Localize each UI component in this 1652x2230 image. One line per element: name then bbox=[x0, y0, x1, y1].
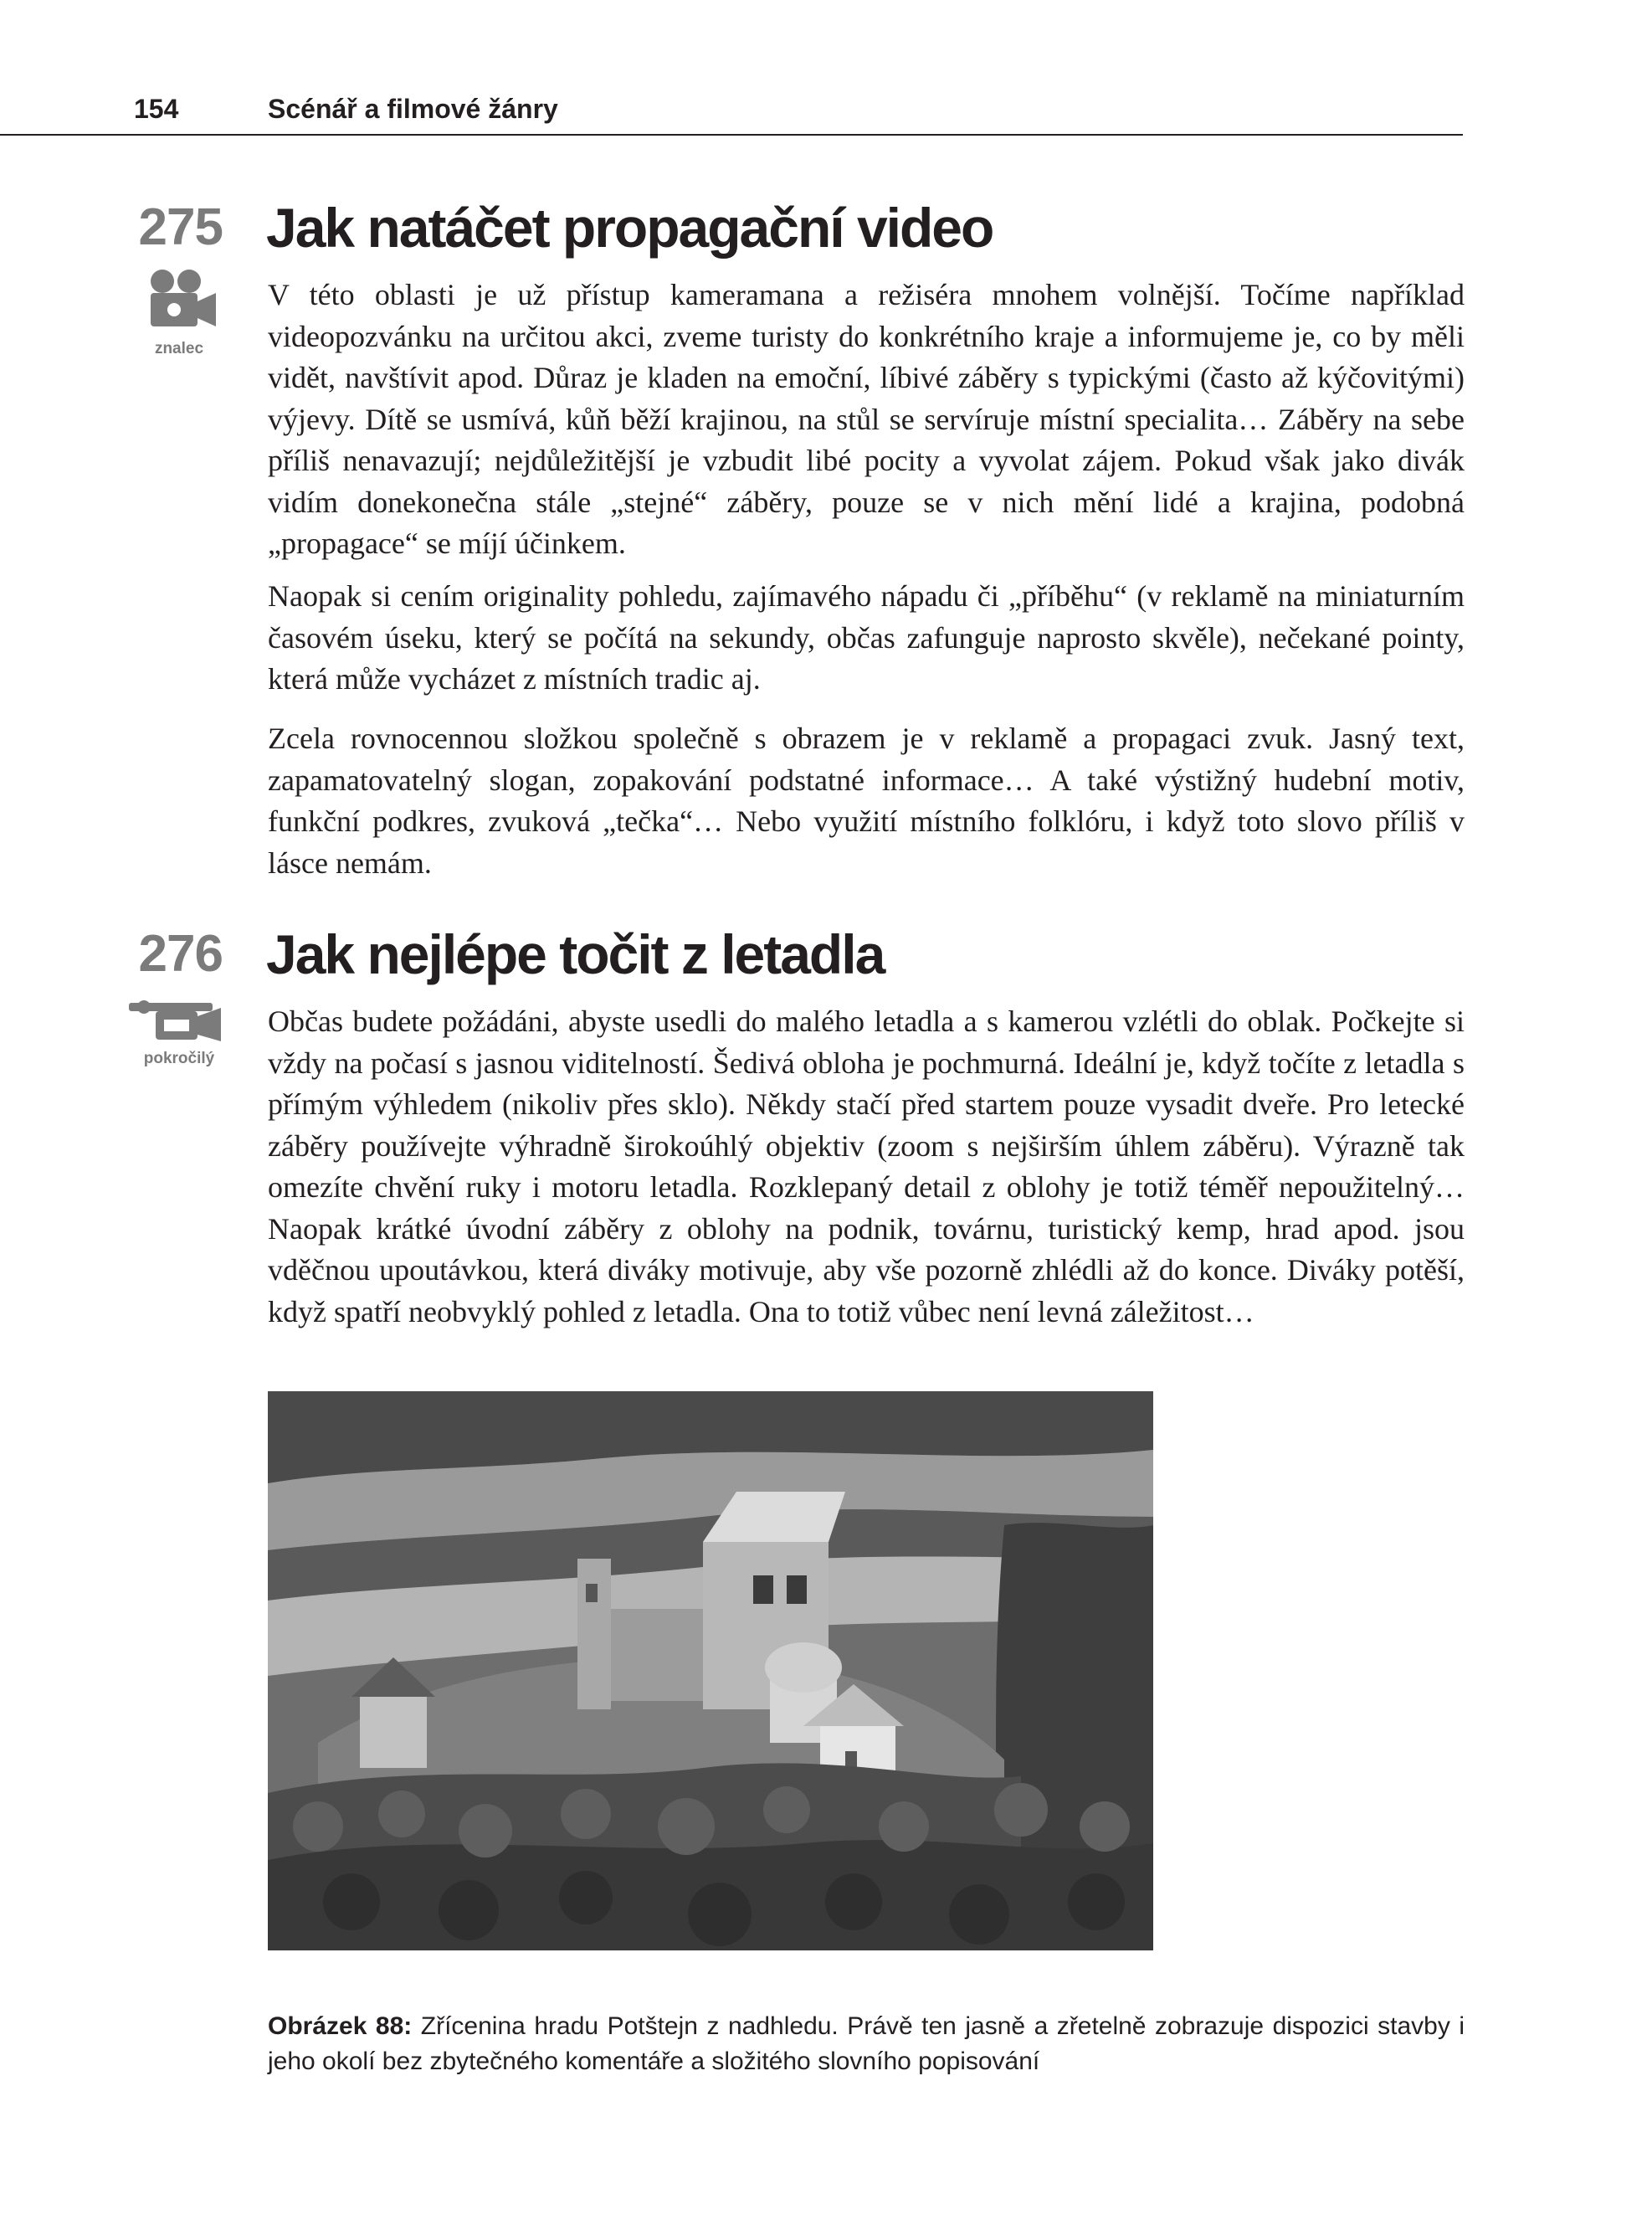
figure-label: Obrázek 88: bbox=[268, 2012, 413, 2040]
section-title: Jak nejlépe točit z letadla bbox=[266, 923, 885, 985]
figure-caption bbox=[268, 2009, 1465, 2079]
section-title: Jak natáčet propagační video bbox=[266, 197, 993, 259]
video-camera-icon bbox=[127, 998, 224, 1049]
castle-ruins-photo bbox=[268, 1391, 1153, 1950]
difficulty-level: pokročilý bbox=[143, 1050, 215, 1067]
difficulty-level: znalec bbox=[154, 340, 204, 357]
running-header bbox=[0, 90, 1463, 136]
section-number: 275 bbox=[138, 198, 223, 256]
running-title: Scénář a filmové žánry bbox=[268, 94, 558, 124]
page-number: 154 bbox=[134, 94, 179, 124]
figure-caption-text: Zřícenina hradu Potštejn z nadhledu. Právě ten jasně a zřetelně zobrazuje dispozici stavby i jeho okolí bez zbytečného komentáře a složitého slovního popisování bbox=[268, 2012, 1465, 2075]
film-camera-icon bbox=[139, 268, 219, 336]
paragraph: Naopak si cením originality pohledu, zajímavého nápadu či „příběhu“ (v reklamě na miniaturním časovém úseku, který se počítá na sekundy, občas zafunguje naprosto skvěle), nečekané pointy, která může vycházet z místních tradic aj. bbox=[268, 579, 1465, 696]
paragraph: V této oblasti je už přístup kameramana a režiséra mnohem volnější. Točíme například videopozvánku na určitou akci, zveme turisty do konkrétního kraje a informujeme je, co by měli vidět, navštívit apod. Důraz je kladen na emoční, líbivé záběry s typickými (často až kýčovitými) výjevy. Dítě se usmívá, kůň běží krajinou, na stůl se servíruje místní specialita… Záběry na sebe příliš nenavazují; nejdůležitější je vzbudit libé pocity a vyvolat zájem. Pokud však jako divák vidím donekonečna stále „stejné“ záběry, pouze se v nich mění lidé a krajina, podobná „propagace“ se míjí účinkem. bbox=[268, 278, 1465, 560]
paragraph: Zcela rovnocennou složkou společně s obrazem je v reklamě a propagaci zvuk. Jasný text, zapamatovatelný slogan, zopakování podstatné informace… A také výstižný hudební motiv, funkční podkres, zvuková „tečka“… Nebo využití místního folklóru, i když toto slovo příliš v lásce nemám. bbox=[268, 722, 1465, 880]
section-number: 276 bbox=[138, 925, 223, 983]
paragraph: Občas budete požádáni, abyste usedli do malého letadla a s kamerou vzlétli do oblak. Počkejte si vždy na počasí s jasnou viditelností. Šedivá obloha je pochmurná. Ideální je, když točíte z letadla s přímým výhledem (nikoliv přes sklo). Někdy stačí před startem pouze vysadit dveře. Pro letecké záběry používejte výhradně širokoúhlý objektiv (zoom s nejširším úhlem záběru). Výrazně tak omezíte chvění ruky i motoru letadla. Rozklepaný detail z oblohy je totiž téměř nepoužitelný… Naopak krátké úvodní záběry z oblohy na podnik, továrnu, turistický kemp, hrad apod. jsou vděčnou upoutávkou, která diváky motivuje, aby vše pozorně zhlédli až do konce. Diváky potěší, když spatří neobvyklý pohled z letadla. Ona to totiž vůbec není levná záležitost… bbox=[268, 1005, 1465, 1328]
